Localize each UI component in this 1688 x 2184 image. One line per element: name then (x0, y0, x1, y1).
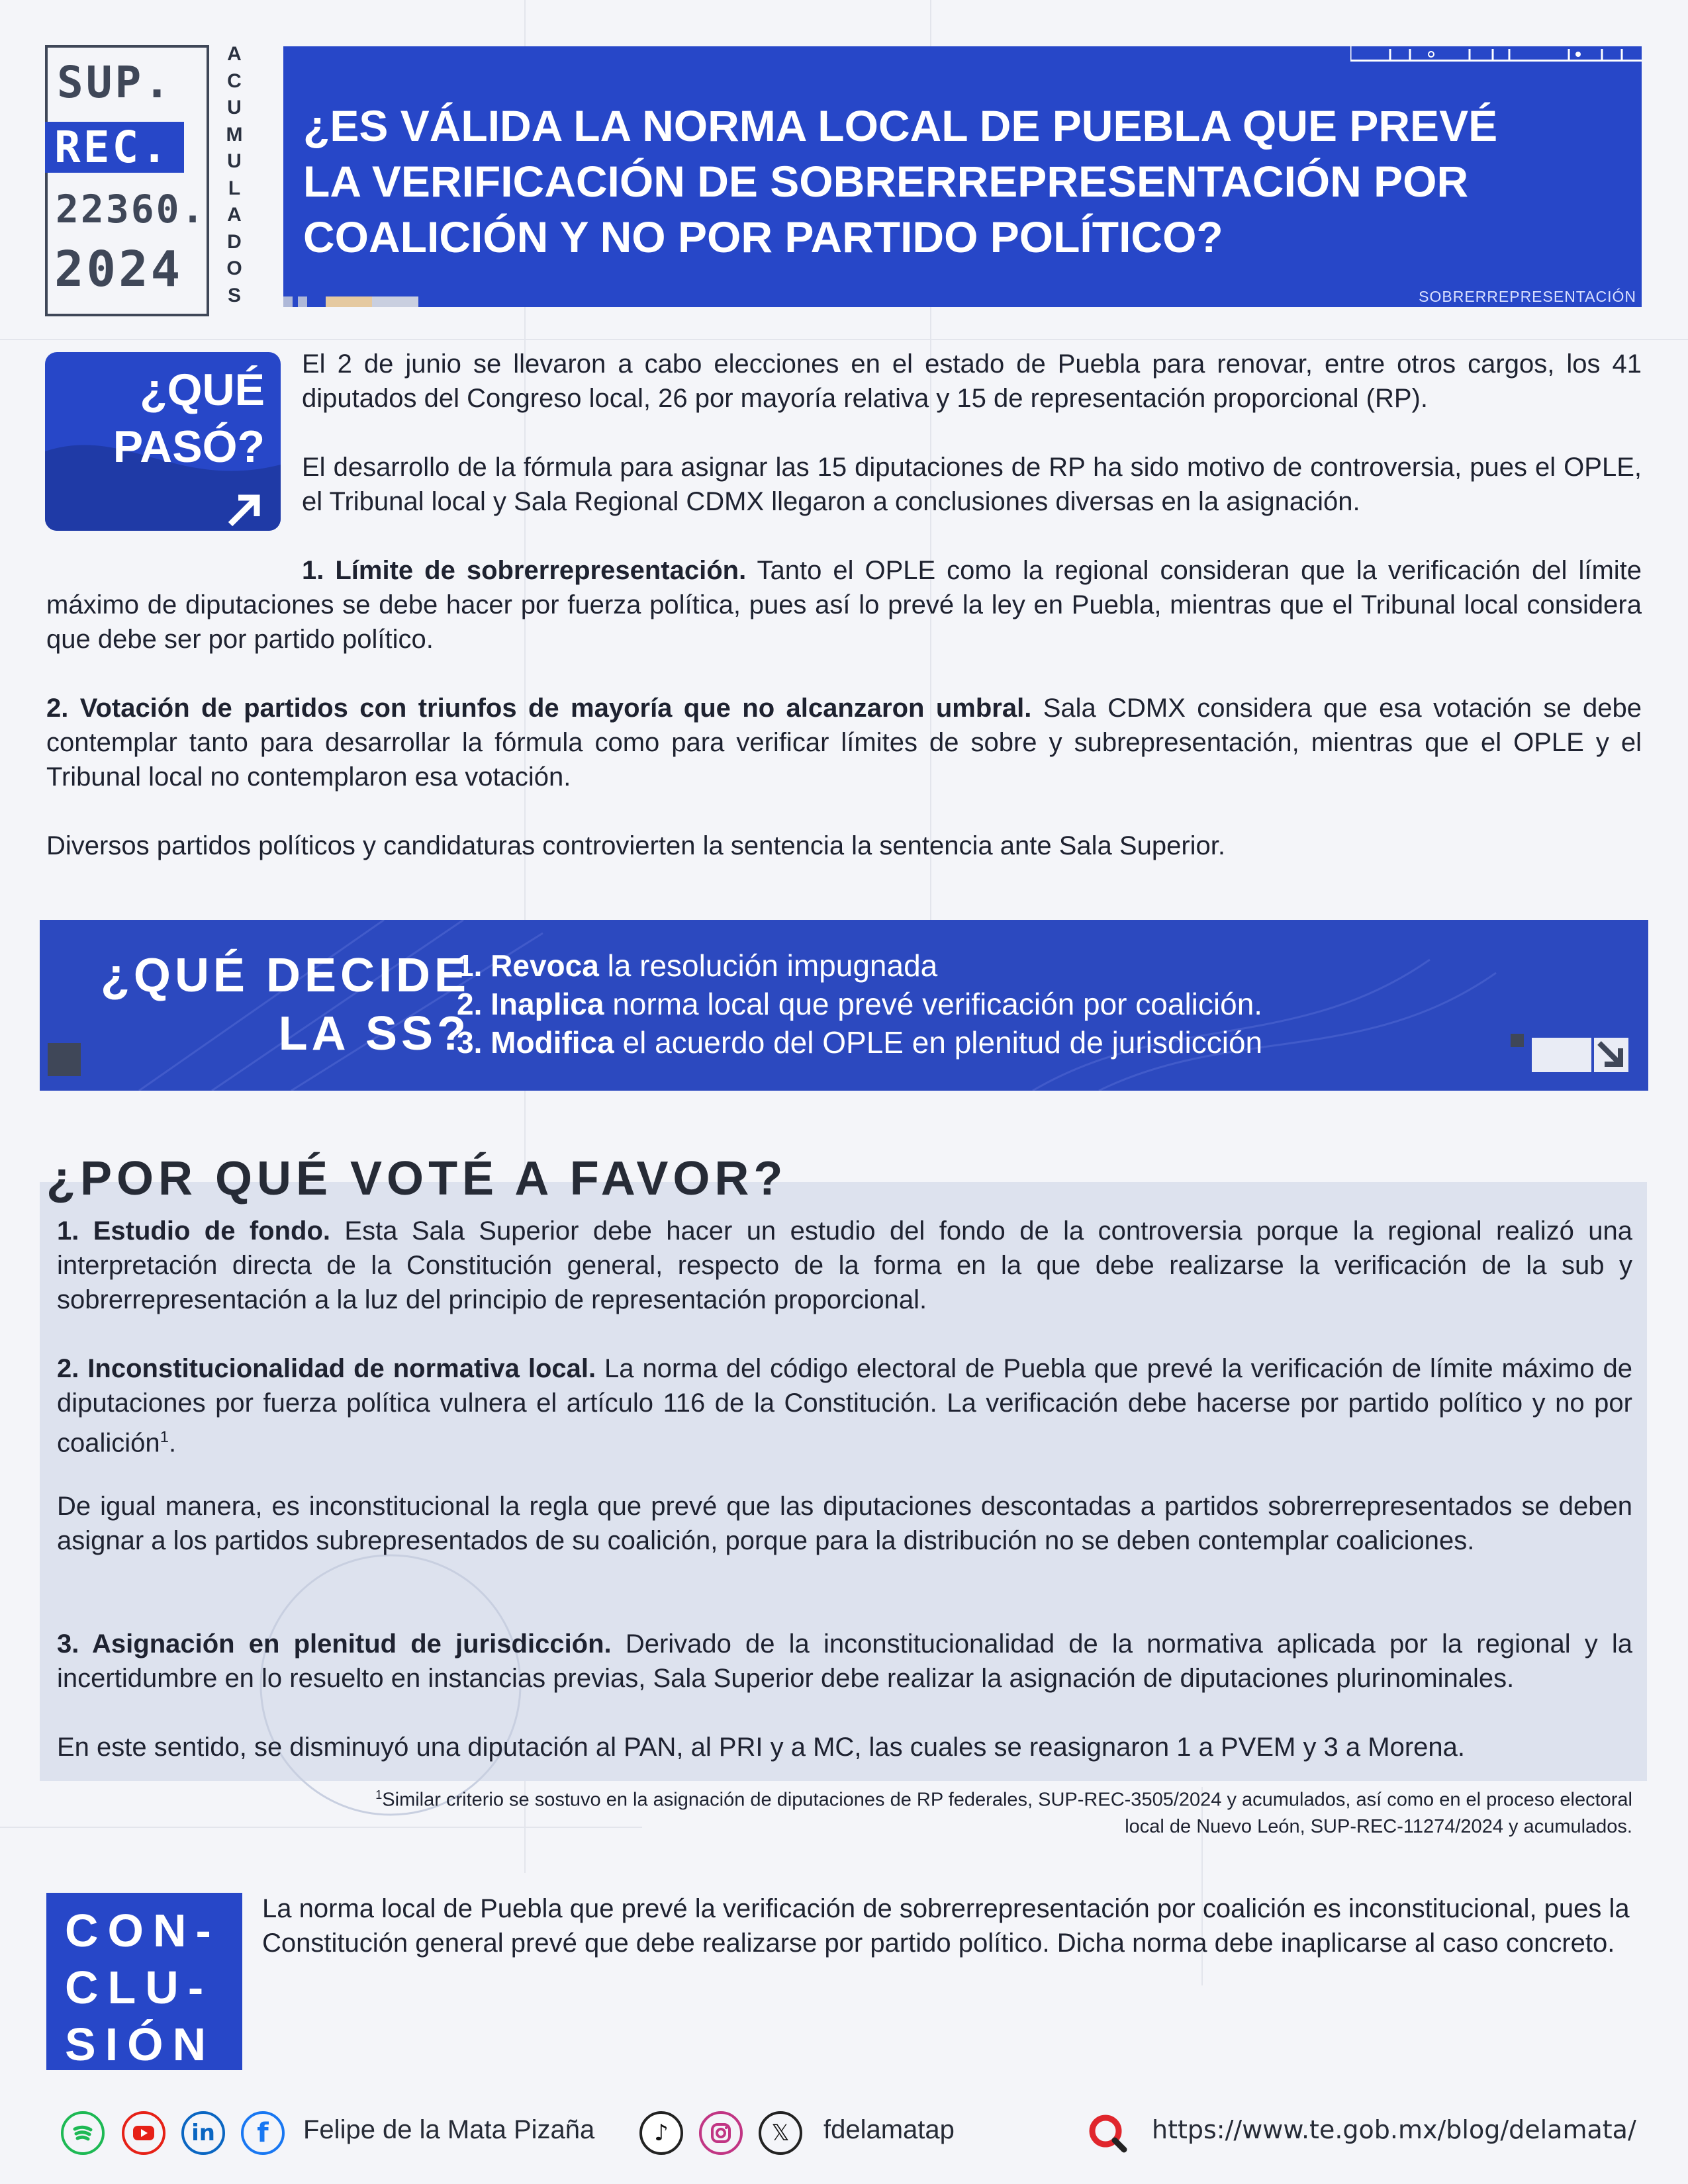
case-year: 2024 (54, 241, 183, 298)
decision-item (457, 1023, 1262, 1062)
decision-verb: 3. Modifica (457, 1025, 614, 1060)
vertical-letter: O (226, 257, 242, 279)
point-party-votes (46, 691, 1642, 794)
youtube-icon[interactable] (122, 2111, 165, 2155)
footnote (225, 1782, 1632, 1840)
reason-text: Derivado de la inconstitucionalidad de la normativa aplicada por la regional y la incertidumbre en lo resuelto en instancias previas, Sala Superior debe realizar la asignación de diputaciones plurinominales. (57, 1629, 1632, 1693)
title-line: COALICIÓN Y NO POR PARTIDO POLÍTICO? (303, 212, 1223, 261)
conclusion-title (65, 1902, 220, 2073)
reason-text: Esta Sala Superior debe hacer un estudio del fondo de la controversia porque la regional realizó una interpretación directa de la Constitución general, respecto de la forma en la que debe realizarse la verificación de la sub y sobrerrepresentación a la luz del principio de representación proporcional. (57, 1216, 1632, 1314)
decor-bar (372, 296, 418, 307)
intro-paragraph: El 2 de junio se llevaron a cabo elecciones en el estado de Puebla para renovar, entre otros cargos, los 41 diputados del Congreso local, 26 por mayoría relativa y 15 de representación proporcional (RP). (302, 349, 1642, 413)
grid-line (0, 339, 1688, 340)
controversy-paragraph: El desarrollo de la fórmula para asignar las 15 diputaciones de RP ha sido motivo de controversia, pues el OPLE, el Tribunal local y Sala Regional CDMX llegaron a conclusiones diversas en la asignación. (302, 453, 1642, 516)
reason-coalition-rule: De igual manera, es inconstitucional la regla que prevé que las diputaciones descontadas a partidos sobrerrepresentados se deben asignar a los partidos subrepresentados de su coalición, porque para la distribución no se deben contemplar coaliciones. (57, 1492, 1632, 1555)
reassignment-summary: En este sentido, se disminuyó una diputación al PAN, al PRI y a MC, las cuales se reasignaron 1 a PVEM y 3 a Morena. (57, 1733, 1466, 1762)
footnote-line (225, 1782, 1632, 1813)
blog-url-link[interactable]: https://www.te.gob.mx/blog/delamata/ (1152, 2115, 1636, 2144)
decision-banner (40, 920, 1648, 1091)
vertical-letter: A (227, 204, 242, 226)
vertical-letter: L (228, 177, 241, 199)
badge-line: ¿QUÉ (140, 365, 265, 415)
vertical-letter: C (227, 69, 242, 92)
facebook-icon[interactable]: f (241, 2111, 285, 2155)
decision-title-line: LA SS? (278, 1007, 470, 1060)
topic-tag: SOBRERREPRESENTACIÓN (1419, 288, 1636, 305)
point-text: Sala CDMX considera que esa votación se debe contemplar tanto para desarrollar la fórmula como para verificar límites de sobre y subrepresentación, mientras que el OPLE y el Tribunal local no contemplaron esa votación. (46, 694, 1642, 792)
decor-rect (1532, 1038, 1591, 1072)
reason-merits-study (57, 1214, 1632, 1317)
vertical-letter: U (227, 97, 242, 118)
decor-square (298, 296, 307, 307)
reason-full-jurisdiction (57, 1627, 1632, 1696)
linkedin-icon[interactable]: in (181, 2111, 225, 2155)
footnote-reference: 1 (160, 1428, 169, 1446)
vertical-letter: D (227, 230, 242, 253)
what-happened-badge (45, 352, 281, 531)
decision-verb: 2. Inaplica (457, 987, 604, 1021)
vertical-letter: S (227, 284, 241, 306)
case-number-box (45, 45, 209, 316)
reason-title: 1. Estudio de fondo. (57, 1216, 331, 1246)
arrow-up-right-icon (225, 490, 265, 529)
ruler-decoration (1350, 46, 1642, 62)
reason-text-end: . (169, 1428, 177, 1458)
reason-title: 2. Inconstitucionalidad de normativa local. (57, 1354, 596, 1383)
ruler-ticks-icon (1350, 46, 1642, 60)
arrow-down-right-icon (1594, 1038, 1628, 1072)
conclusion-title-line: CON- (65, 1905, 220, 1956)
case-prefix: SUP. (57, 57, 173, 108)
decision-text: norma local que prevé verificación por coalición. (604, 987, 1263, 1021)
arrow-down-right-box (1594, 1038, 1628, 1072)
instagram-icon[interactable] (699, 2111, 743, 2155)
conclusion-text: La norma local de Puebla que prevé la verificación de sobrerrepresentación por coalición es inconstitucional, pues la Constitución general prevé que debe realizarse por partido político. Dicha norma debe inaplicarse al caso concreto. (262, 1894, 1630, 1958)
decor-square (283, 296, 293, 307)
case-type: REC. (45, 122, 184, 173)
footnote-text: Similar criterio se sostuvo en la asignación de diputaciones de RP federales, SUP-REC-3505/2024 y acumulados, así como en el proceso electoral (382, 1789, 1632, 1811)
conclusion-title-line: SIÓN (65, 2019, 216, 2070)
point-overrepresentation-limit (46, 553, 1642, 657)
author-name[interactable]: Felipe de la Mata Pizaña (303, 2115, 595, 2144)
conclusion-badge (46, 1893, 242, 2070)
footnote-text: local de Nuevo León, SUP-REC-11274/2024 y acumulados. (1125, 1815, 1632, 1837)
decision-title-line: ¿QUÉ DECIDE (100, 949, 470, 1002)
reasons-heading: ¿POR QUÉ VOTÉ A FAVOR? (46, 1152, 788, 1205)
title-line: LA VERIFICACIÓN DE SOBRERREPRESENTACIÓN POR (303, 157, 1469, 206)
footnote-mark: 1 (375, 1788, 383, 1801)
point-title: 1. Límite de sobrerrepresentación. (302, 556, 747, 585)
title-banner (283, 46, 1642, 307)
case-number: 22360. (56, 187, 207, 232)
badge-line: PASÓ? (113, 422, 265, 472)
decision-item (457, 985, 1262, 1023)
reason-unconstitutionality (57, 1351, 1632, 1460)
title-line: ¿ES VÁLIDA LA NORMA LOCAL DE PUEBLA QUE PREVÉ (303, 101, 1498, 150)
social-handle[interactable]: fdelamatap (823, 2115, 955, 2144)
search-logo-icon (1086, 2111, 1129, 2155)
vertical-letter: U (227, 150, 242, 172)
vertical-letter: M (226, 123, 243, 146)
decision-verb: 1. Revoca (457, 948, 599, 983)
vertical-word-letters (221, 41, 248, 309)
reason-text: La norma del código electoral de Puebla que prevé la verificación de límite máximo de diputaciones por fuerza política vulnera el artículo 116 de la Constitución. La verificación debe hacerse por partido político y no por coalición (57, 1354, 1632, 1458)
vertical-letter: A (227, 43, 242, 65)
point-title: 2. Votación de partidos con triunfos de mayoría que no alcanzaron umbral. (46, 694, 1032, 723)
decision-title (60, 946, 470, 1063)
decision-text: el acuerdo del OPLE en plenitud de jurisdicción (614, 1025, 1263, 1060)
x-icon[interactable]: 𝕏 (759, 2111, 802, 2155)
reason-title: 3. Asignación en plenitud de jurisdicción. (57, 1629, 612, 1659)
page-title (303, 98, 1561, 265)
spotify-icon[interactable] (61, 2111, 105, 2155)
challenge-paragraph: Diversos partidos políticos y candidaturas controvierten la sentencia la sentencia ante Sala Superior. (46, 831, 1225, 860)
decision-item (457, 946, 937, 985)
decor-bar (326, 296, 372, 307)
accumulated-vertical-label (221, 41, 248, 309)
conclusion-title-line: CLU- (65, 1962, 213, 2013)
what-happened-title (113, 361, 265, 475)
decision-text: la resolución impugnada (598, 948, 938, 983)
decor-square (1511, 1034, 1524, 1047)
point-text: Tanto el OPLE como la regional consideran que la verificación del límite máximo de diputaciones se debe hacer por fuerza política, pues así lo prevé la ley en Puebla, mientras que el Tribunal local considera que debe ser por partido político. (46, 556, 1642, 654)
tiktok-icon[interactable]: ♪ (639, 2111, 683, 2155)
decor-square (48, 1043, 81, 1076)
